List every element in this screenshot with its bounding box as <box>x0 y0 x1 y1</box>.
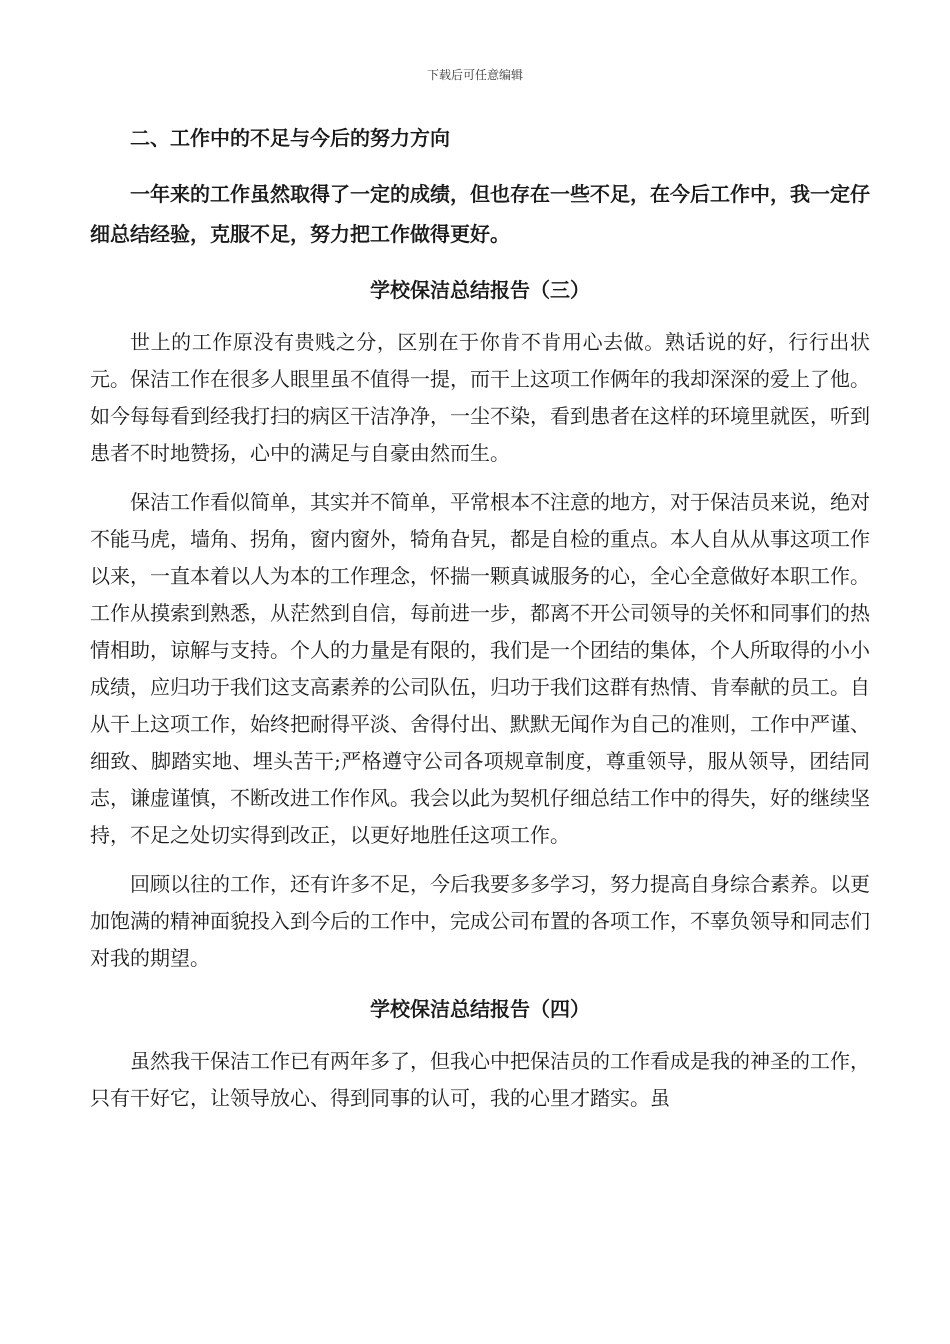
report-title-3: 学校保洁总结报告（三） <box>370 278 590 302</box>
report3-paragraph-2: 保洁工作看似简单，其实并不简单，平常根本不注意的地方，对于保洁员来说，绝对不能马虎，墙角、拐角，窗内窗外，犄角旮旯，都是自检的重点。本人自从从事这项工作以来，一直本着以人为本的工作理念，怀揣一颗真诚服务的心，全心全意做好本职工作。工作从摸索到熟悉，从茫然到自信，每前进一步，都离不开公司领导的关怀和同事们的热情相助，谅解与支持。个人的力量是有限的，我们是一个团结的集体，个人所取得的小小成绩，应归功于我们这支高素养的公司队伍，归功于我们这群有热情、肯奉献的员工。自从干上这项工作，始终把耐得平淡、舍得付出、默默无闻作为自己的准则，工作中严谨、细致、脚踏实地、埋头苦干;严格遵守公司各项规章制度，尊重领导，服从领导，团结同志，谦虚谨慎，不断改进工作作风。我会以此为契机仔细总结工作中的得失，好的继续坚持，不足之处切实得到改正，以更好地胜任这项工作。 <box>90 490 870 847</box>
header-note: 下载后可任意编辑 <box>426 68 523 82</box>
document-body <box>90 118 870 1129</box>
summary-paragraph: 一年来的工作虽然取得了一定的成绩，但也存在一些不足，在今后工作中，我一定仔细总结经验，克服不足，努力把工作做得更好。 <box>90 182 870 246</box>
section-heading: 二、工作中的不足与今后的努力方向 <box>130 126 450 150</box>
report-title-4: 学校保洁总结报告（四） <box>370 997 590 1021</box>
report4-paragraph-1: 虽然我干保洁工作已有两年多了，但我心中把保洁员的工作看成是我的神圣的工作，只有干好它，让领导放心、得到同事的认可，我的心里才踏实。虽 <box>90 1049 870 1110</box>
report3-paragraph-1: 世上的工作原没有贵贱之分，区别在于你肯不肯用心去做。熟话说的好，行行出状元。保洁工作在很多人眼里虽不值得一提，而干上这项工作俩年的我却深深的爱上了他。如今每每看到经我打扫的病区干洁净净，一尘不染，看到患者在这样的环境里就医，听到患者不时地赞扬，心中的满足与自豪由然而生。 <box>90 330 870 465</box>
report3-paragraph-3: 回顾以往的工作，还有许多不足，今后我要多多学习，努力提高自身综合素养。以更加饱满的精神面貌投入到今后的工作中，完成公司布置的各项工作，不辜负领导和同志们对我的期望。 <box>90 872 870 970</box>
